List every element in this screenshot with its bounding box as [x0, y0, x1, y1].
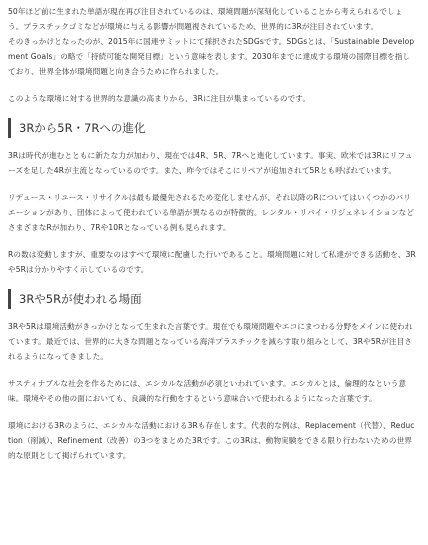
paragraph-gap [8, 79, 417, 91]
paragraph-gap [8, 178, 417, 190]
usage-paragraph-1: 3Rや5Rは環境活動がきっかけとなって生まれた言葉です。現在でも環境問題やエコにまつわる分野をメインに使われています。最近では、世界的に大きな問題となっている海洋プラスチックを減らす取り組みとして、3Rや5Rが注目されるようになってきました。 [8, 322, 413, 361]
paragraph-gap [8, 364, 417, 376]
evolution-paragraph-3: Rの数は変動しますが、重要なのはすべて環境に配慮した行いであること。環境問題に対して私達ができる活動を、3Rや5Rは分かりやすく示しているのです。 [8, 250, 416, 274]
evolution-paragraph-2: リデュース・リユース・リサイクルは最も最優先されるため変化しませんが、それ以降のRについてはいくつかのバリエーションがあり、団体によって使われている単語が異なるのが特徴的。レンタル・リバイ・リジェネレイションなどさまざまなRが加わり、7Rや10Rとなっている例も見られます。 [8, 193, 415, 232]
intro-paragraph-1: 50年ほど前に生まれた単語が現在再び注目されているのは、環境問題が深刻化していることから考えられるでしょう。プラスチックゴミなどが環境に与える影響が問題視されているため、世界的に3Rが注目されています。 [8, 7, 403, 31]
paragraph-gap [8, 406, 417, 418]
usage-paragraph-2: サスティナブルな社会を作るためには、エシカルな活動が必須といわれています。エシカルとは、倫理的なという意味。環境やその他の面においても、良識的な行動をするという意味合いで使われるようになった言葉です。 [8, 379, 407, 403]
evolution-paragraph-1: 3Rは時代が進むとともに新たな力が加わり、現在では4R、5R、7Rへと進化しています。事実、欧米では3Rにリフューズを足した4Rが主流となっているのです。また、昨今ではそこにリペアが追加されて5Rとも呼ばれています。 [8, 151, 413, 175]
section-heading-evolution: 3Rから5R・7Rへの進化 [8, 118, 417, 138]
paragraph-gap [8, 235, 417, 247]
usage-paragraph-3: 環境における3Rのように、エシカルな活動における3Rも存在します。代表的な例は、Replacement（代替）、Reduction（削減）、Refinement（改善）の3つをまとめた3Rです。この3Rは、動物実験をできる限り行わないための世界的な原則として掲げられています。 [8, 421, 415, 460]
intro-paragraph-2: そのきっかけとなったのが、2015年に国連サミットにて採択されたSDGsです。SDGsとは、「Sustainable Development Goals」の略で「持続可能な開発目標」という意味を表します。2030年までに達成する環境の国際目標を指しており、世界全体が環境問題と向き合うために作られました。 [8, 37, 415, 76]
intro-paragraph-3: このような環境に対する世界的な意識の高まりから、3Rに注目が集まっているのです。 [8, 94, 311, 103]
section-heading-usage: 3Rや5Rが使われる場面 [8, 289, 417, 309]
